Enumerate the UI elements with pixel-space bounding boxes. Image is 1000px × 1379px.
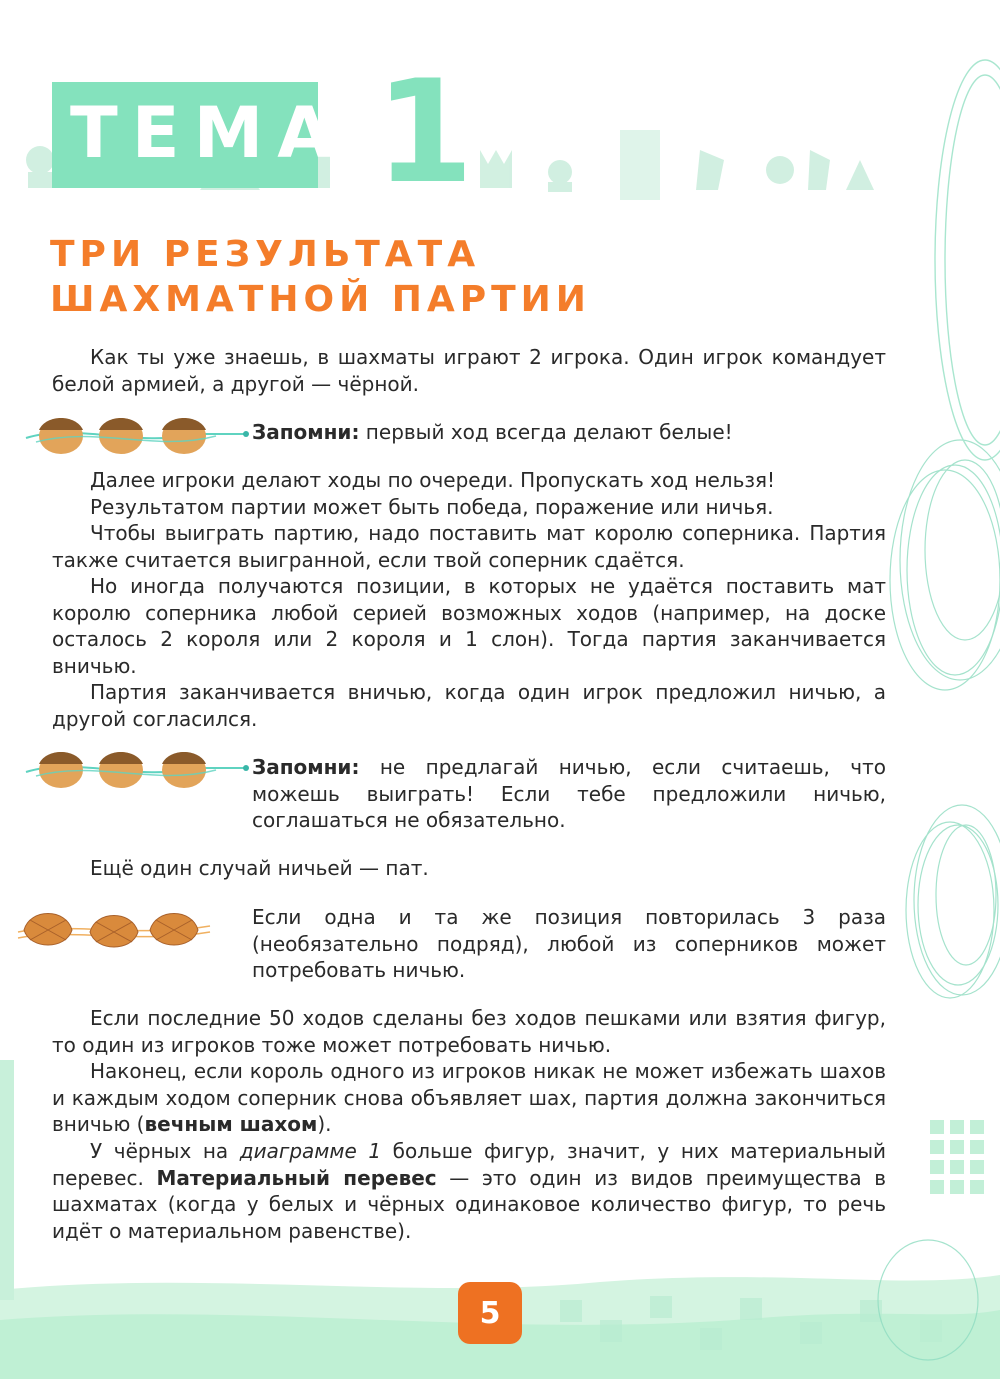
perpetual-check-term: вечным шахом (144, 1112, 318, 1136)
note-1-text: первый ход всегда делают белые! (359, 420, 733, 444)
diagram-reference: диаграмме 1 (239, 1139, 382, 1163)
paragraph-10 (52, 1138, 886, 1244)
paragraph-8: Если последние 50 ходов сделаны без ходов пешками или взятия фигур, то один из игроков тоже может потребовать ничью. (52, 1006, 886, 1057)
paragraph-3: Результатом партии может быть победа, поражение или ничья. (90, 494, 774, 519)
paragraph-6: Партия заканчивается вничью, когда один игрок предложил ничью, а другой согласился. (52, 680, 886, 731)
note-1-label: Запомни: (252, 420, 360, 444)
note-2-text: не предлагай ничью, если считаешь, что можешь выиграть! Если тебе предложили ничью, соглашаться не обязательно. (252, 755, 886, 832)
paragraph-9-end: ). (317, 1112, 332, 1136)
paragraph-10-end: — это один из видов преимущества в шахматах (когда у белых и чёрных одинаковое количество фигур, то речь идёт о материальном равенстве). (52, 1165, 887, 1243)
acorn-icon (16, 742, 252, 790)
page-title-line-2: ШАХМАТНОЙ ПАРТИИ (50, 279, 591, 320)
paragraph-9 (52, 1058, 886, 1138)
paragraph-10-start: У чёрных на (90, 1139, 240, 1163)
paragraph-5: Но иногда получаются позиции, в которых не удаётся поставить мат королю соперника любой серией возможных ходов (например, на доске осталось 2 короля или 2 короля и 1 слон). Тогда партия заканчивается вничью. (52, 574, 886, 678)
note-2-label: Запомни: (252, 755, 360, 779)
paragraph-9-text: Наконец, если король одного из игроков никак не может избежать шахов и каждым ходом соперник снова объявляет шах, партия должна закончиться вничью ( (52, 1059, 886, 1136)
page-number-badge: 5 (458, 1282, 522, 1344)
note-2 (252, 754, 886, 834)
paragraph-4: Чтобы выиграть партию, надо поставить мат королю соперника. Партия также считается выигранной, если твой соперник сдаётся. (52, 521, 886, 572)
paragraph-7: Ещё один случай ничьей — пат. (90, 856, 429, 880)
theme-label: ТЕМА (70, 92, 346, 174)
acorn-icon (16, 408, 252, 456)
page-title-line-1: ТРИ РЕЗУЛЬТАТА (50, 234, 481, 275)
paragraph-1: Как ты уже знаешь, в шахматы играют 2 игрока. Один игрок командует белой армией, а другой — чёрной. (52, 345, 886, 396)
pine-cone-icon (10, 902, 250, 958)
theme-number: 1 (375, 50, 474, 215)
note-3: Если одна и та же позиция повторилась 3 раза (необязательно подряд), любой из соперников может потребовать ничью. (252, 905, 886, 982)
paragraph-10-mid: больше фигур, значит, у них материальный перевес. (52, 1139, 886, 1190)
material-advantage-term: Материальный перевес (156, 1165, 437, 1190)
note-1 (252, 419, 886, 446)
paragraph-2: Далее игроки делают ходы по очереди. Пропускать ход нельзя! (90, 468, 776, 492)
